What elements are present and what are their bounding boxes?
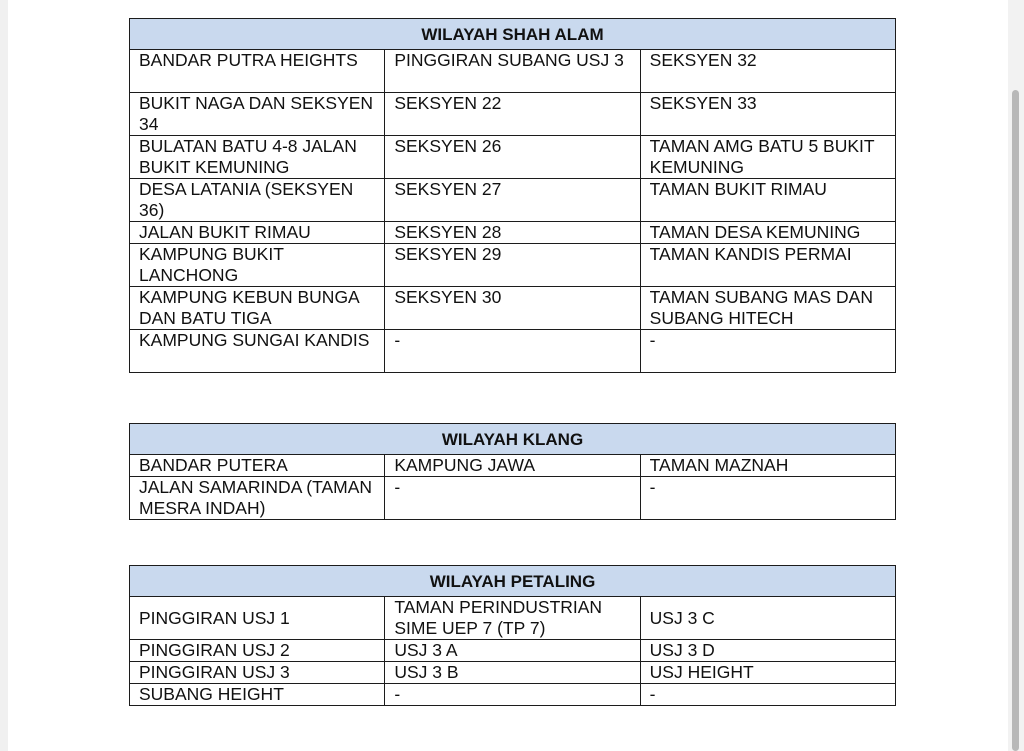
area-cell: USJ HEIGHT bbox=[640, 662, 895, 684]
area-cell: TAMAN PERINDUSTRIAN SIME UEP 7 (TP 7) bbox=[385, 597, 640, 640]
area-cell: SEKSYEN 27 bbox=[385, 179, 640, 222]
area-cell: PINGGIRAN USJ 1 bbox=[130, 597, 385, 640]
area-cell: TAMAN DESA KEMUNING bbox=[640, 222, 895, 244]
scrollbar-thumb[interactable] bbox=[1012, 90, 1019, 751]
area-cell: KAMPUNG SUNGAI KANDIS bbox=[130, 330, 385, 373]
area-cell: PINGGIRAN USJ 2 bbox=[130, 640, 385, 662]
table-row bbox=[130, 50, 896, 93]
area-cell: SEKSYEN 33 bbox=[640, 93, 895, 136]
area-cell: BANDAR PUTRA HEIGHTS bbox=[130, 50, 385, 93]
area-cell: USJ 3 B bbox=[385, 662, 640, 684]
area-cell: SEKSYEN 30 bbox=[385, 287, 640, 330]
area-cell: - bbox=[640, 330, 895, 373]
table-row bbox=[130, 455, 896, 477]
area-cell: TAMAN AMG BATU 5 BUKIT KEMUNING bbox=[640, 136, 895, 179]
table-row bbox=[130, 597, 896, 640]
table-row bbox=[130, 662, 896, 684]
klang-title: WILAYAH KLANG bbox=[130, 424, 896, 455]
area-cell: - bbox=[385, 477, 640, 520]
table-row bbox=[130, 93, 896, 136]
area-cell: BANDAR PUTERA bbox=[130, 455, 385, 477]
area-cell: USJ 3 A bbox=[385, 640, 640, 662]
left-margin bbox=[0, 0, 8, 751]
shah-alam-table bbox=[129, 18, 896, 373]
area-cell: - bbox=[640, 477, 895, 520]
area-cell: SEKSYEN 28 bbox=[385, 222, 640, 244]
table-row bbox=[130, 136, 896, 179]
shah-alam-title: WILAYAH SHAH ALAM bbox=[130, 19, 896, 50]
table-row bbox=[130, 179, 896, 222]
table-row bbox=[130, 684, 896, 706]
area-cell: KAMPUNG KEBUN BUNGA DAN BATU TIGA bbox=[130, 287, 385, 330]
area-cell: PINGGIRAN USJ 3 bbox=[130, 662, 385, 684]
area-cell: BULATAN BATU 4-8 JALAN BUKIT KEMUNING bbox=[130, 136, 385, 179]
area-cell: SEKSYEN 26 bbox=[385, 136, 640, 179]
area-cell: SUBANG HEIGHT bbox=[130, 684, 385, 706]
petaling-title: WILAYAH PETALING bbox=[130, 566, 896, 597]
area-cell: KAMPUNG JAWA bbox=[385, 455, 640, 477]
table-row bbox=[130, 477, 896, 520]
area-cell: SEKSYEN 22 bbox=[385, 93, 640, 136]
klang-table bbox=[129, 423, 896, 520]
table-row bbox=[130, 640, 896, 662]
area-cell: TAMAN SUBANG MAS DAN SUBANG HITECH bbox=[640, 287, 895, 330]
area-cell: SEKSYEN 29 bbox=[385, 244, 640, 287]
area-cell: - bbox=[385, 330, 640, 373]
area-cell: USJ 3 C bbox=[640, 597, 895, 640]
area-cell: PINGGIRAN SUBANG USJ 3 bbox=[385, 50, 640, 93]
area-cell: JALAN BUKIT RIMAU bbox=[130, 222, 385, 244]
area-cell: SEKSYEN 32 bbox=[640, 50, 895, 93]
table-row bbox=[130, 222, 896, 244]
table-row bbox=[130, 287, 896, 330]
table-row bbox=[130, 244, 896, 287]
area-cell: BUKIT NAGA DAN SEKSYEN 34 bbox=[130, 93, 385, 136]
area-cell: KAMPUNG BUKIT LANCHONG bbox=[130, 244, 385, 287]
area-cell: TAMAN BUKIT RIMAU bbox=[640, 179, 895, 222]
area-cell: - bbox=[385, 684, 640, 706]
area-cell: USJ 3 D bbox=[640, 640, 895, 662]
area-cell: JALAN SAMARINDA (TAMAN MESRA INDAH) bbox=[130, 477, 385, 520]
area-cell: TAMAN KANDIS PERMAI bbox=[640, 244, 895, 287]
petaling-table bbox=[129, 565, 896, 706]
area-cell: TAMAN MAZNAH bbox=[640, 455, 895, 477]
area-cell: - bbox=[640, 684, 895, 706]
table-row bbox=[130, 330, 896, 373]
area-cell: DESA LATANIA (SEKSYEN 36) bbox=[130, 179, 385, 222]
